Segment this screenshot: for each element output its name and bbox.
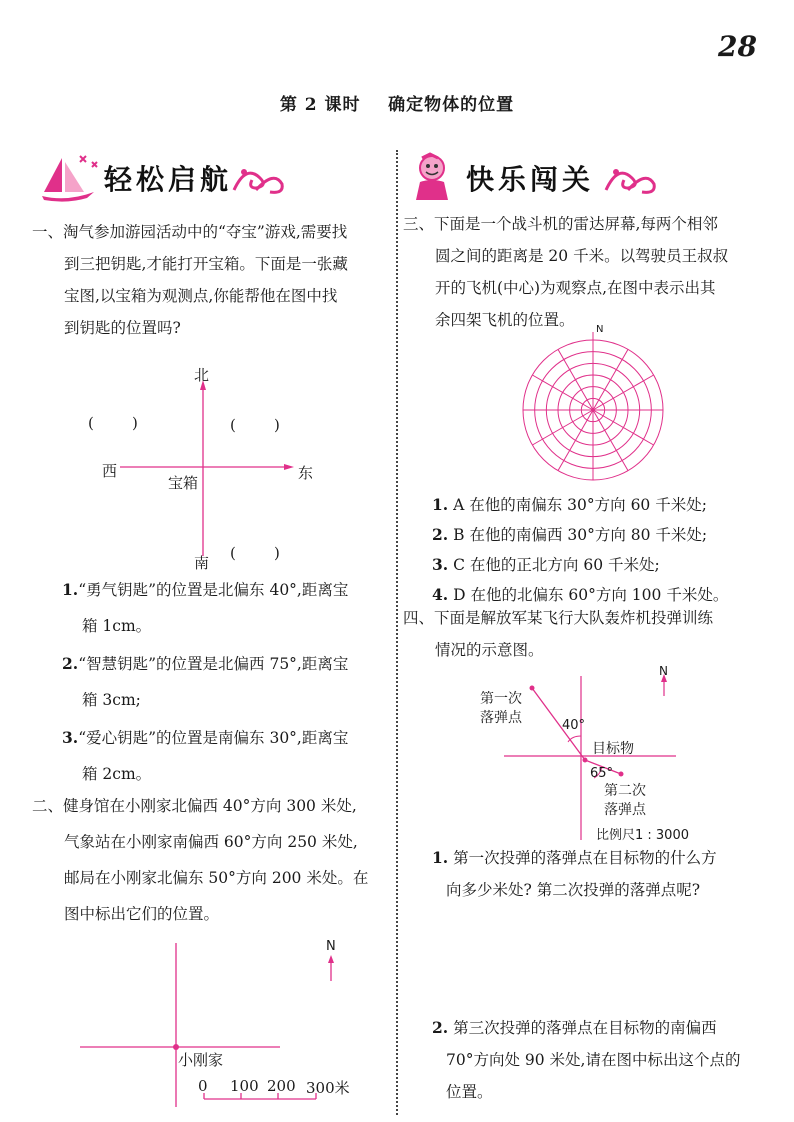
answer-blank[interactable]: ( ) bbox=[88, 414, 138, 432]
radar-north-label: N bbox=[596, 324, 604, 335]
right-section-header bbox=[408, 152, 708, 202]
list-item-cont: 向多少米处? 第二次投弹的落弹点呢? bbox=[446, 881, 701, 899]
column-divider bbox=[396, 150, 398, 1115]
q1-line: 宝图,以宝箱为观测点,你能帮他在图中找 bbox=[64, 287, 338, 305]
angle-40-label: 40° bbox=[562, 718, 586, 733]
radar-grid bbox=[518, 326, 668, 486]
scale-label-0: 0 bbox=[198, 1077, 208, 1095]
radar-spoke bbox=[558, 349, 593, 410]
list-item: 2. B 在他的南偏西 30°方向 80 千米处; bbox=[432, 525, 708, 544]
list-item: 2.“智慧钥匙”的位置是北偏西 75°,距离宝 bbox=[62, 654, 349, 673]
xiaogang-map-diagram bbox=[70, 935, 370, 1110]
list-item-cont: 位置。 bbox=[446, 1083, 493, 1101]
radar-spoke bbox=[532, 410, 593, 445]
q2-line: 二、健身馆在小刚家北偏西 40°方向 300 米处, bbox=[32, 797, 357, 815]
target-label: 目标物 bbox=[592, 741, 634, 757]
list-item: 1. 第一次投弹的落弹点在目标物的什么方 bbox=[432, 848, 717, 867]
list-item: 3.“爱心钥匙”的位置是南偏东 30°,距离宝 bbox=[62, 728, 349, 747]
left-section-header bbox=[32, 152, 292, 202]
q3-line: 三、下面是一个战斗机的雷达屏幕,每两个相邻 bbox=[403, 215, 718, 233]
q2-stem bbox=[32, 790, 392, 930]
q4-line: 四、下面是解放军某飞行大队轰炸机投弹训练 bbox=[403, 609, 714, 627]
radar-spoke bbox=[532, 375, 593, 410]
page-title: 第 2 课时 确定物体的位置 bbox=[279, 95, 515, 115]
list-item: 2. 第三次投弹的落弹点在目标物的南偏西 bbox=[432, 1018, 717, 1037]
right-section-title: 快乐闯关 bbox=[466, 163, 595, 196]
q4-items bbox=[432, 842, 772, 906]
north-label: N bbox=[659, 664, 668, 678]
page-number: 28 bbox=[718, 30, 757, 63]
east-label: 东 bbox=[298, 464, 314, 482]
list-item: 1. A 在他的南偏东 30°方向 60 千米处; bbox=[432, 495, 707, 514]
q1-line: 到三把钥匙,才能打开宝箱。下面是一张藏 bbox=[64, 255, 348, 273]
q4-stem bbox=[403, 602, 768, 666]
north-label: 北 bbox=[194, 366, 210, 384]
q2-line: 邮局在小刚家北偏东 50°方向 200 米处。在 bbox=[64, 869, 369, 887]
sailboat-icon bbox=[32, 152, 102, 202]
q2-line: 图中标出它们的位置。 bbox=[64, 905, 220, 923]
swirl-ornament-icon bbox=[598, 160, 658, 200]
radar-spoke bbox=[558, 410, 593, 471]
treasure-map-diagram bbox=[80, 360, 360, 572]
list-item: 1.“勇气钥匙”的位置是北偏东 40°,距离宝 bbox=[62, 580, 349, 599]
west-label: 西 bbox=[102, 462, 118, 480]
treasure-map-axes bbox=[80, 360, 360, 572]
north-label: N bbox=[326, 939, 336, 954]
scale-label-300: 300米 bbox=[306, 1079, 350, 1097]
q1-line: 到钥匙的位置吗? bbox=[64, 319, 181, 337]
q1-line: 一、淘气参加游园活动中的“夺宝”游戏,需要找 bbox=[32, 223, 348, 241]
scale-label-100: 100 bbox=[230, 1077, 259, 1095]
answer-blank[interactable]: ( ) bbox=[230, 416, 280, 434]
q3-stem bbox=[403, 208, 768, 336]
q3-line: 开的飞机(中心)为观察点,在图中表示出其 bbox=[435, 279, 716, 297]
bombing-diagram bbox=[476, 660, 716, 843]
list-item: 3. C 在他的正北方向 60 千米处; bbox=[432, 555, 660, 574]
list-item-cont: 箱 2cm。 bbox=[82, 765, 152, 783]
list-item: 4. D 在他的北偏东 60°方向 100 千米处。 bbox=[432, 585, 729, 604]
south-label: 南 bbox=[194, 554, 210, 572]
second-drop-label: 第二次 落弹点 bbox=[604, 783, 646, 818]
radar-spoke bbox=[593, 349, 628, 410]
swirl-ornament-icon bbox=[226, 160, 286, 200]
radar-spoke bbox=[593, 410, 654, 445]
answer-blank[interactable]: ( ) bbox=[230, 544, 280, 562]
q1-items bbox=[62, 574, 392, 790]
radar-spoke bbox=[593, 375, 654, 410]
q2-line: 气象站在小刚家南偏西 60°方向 250 米处, bbox=[64, 833, 358, 851]
treasure-chest-label: 宝箱 bbox=[168, 474, 199, 492]
xiaogang-home-label: 小刚家 bbox=[178, 1051, 224, 1069]
q3-items bbox=[432, 490, 772, 610]
q3-line: 圆之间的距离是 20 千米。以驾驶员王叔叔 bbox=[435, 247, 729, 265]
q4-line: 情况的示意图。 bbox=[435, 641, 544, 659]
first-drop-label: 第一次 落弹点 bbox=[480, 691, 522, 726]
list-item-cont: 箱 3cm; bbox=[82, 691, 141, 709]
list-item-cont: 70°方向处 90 米处,请在图中标出这个点的 bbox=[446, 1051, 741, 1069]
q3-line: 余四架飞机的位置。 bbox=[435, 311, 575, 329]
radar-screen bbox=[518, 326, 668, 486]
scale-label-200: 200 bbox=[267, 1077, 296, 1095]
radar-spoke bbox=[593, 410, 628, 471]
q4-items-2 bbox=[432, 1012, 772, 1108]
cartoon-character-icon bbox=[408, 152, 458, 202]
q1-stem bbox=[32, 216, 392, 344]
scale-label: 比例尺1 : 3000 bbox=[596, 828, 689, 843]
left-section-title: 轻松启航 bbox=[104, 163, 233, 196]
list-item-cont: 箱 1cm。 bbox=[82, 617, 152, 635]
angle-65-label: 65° bbox=[590, 766, 614, 781]
